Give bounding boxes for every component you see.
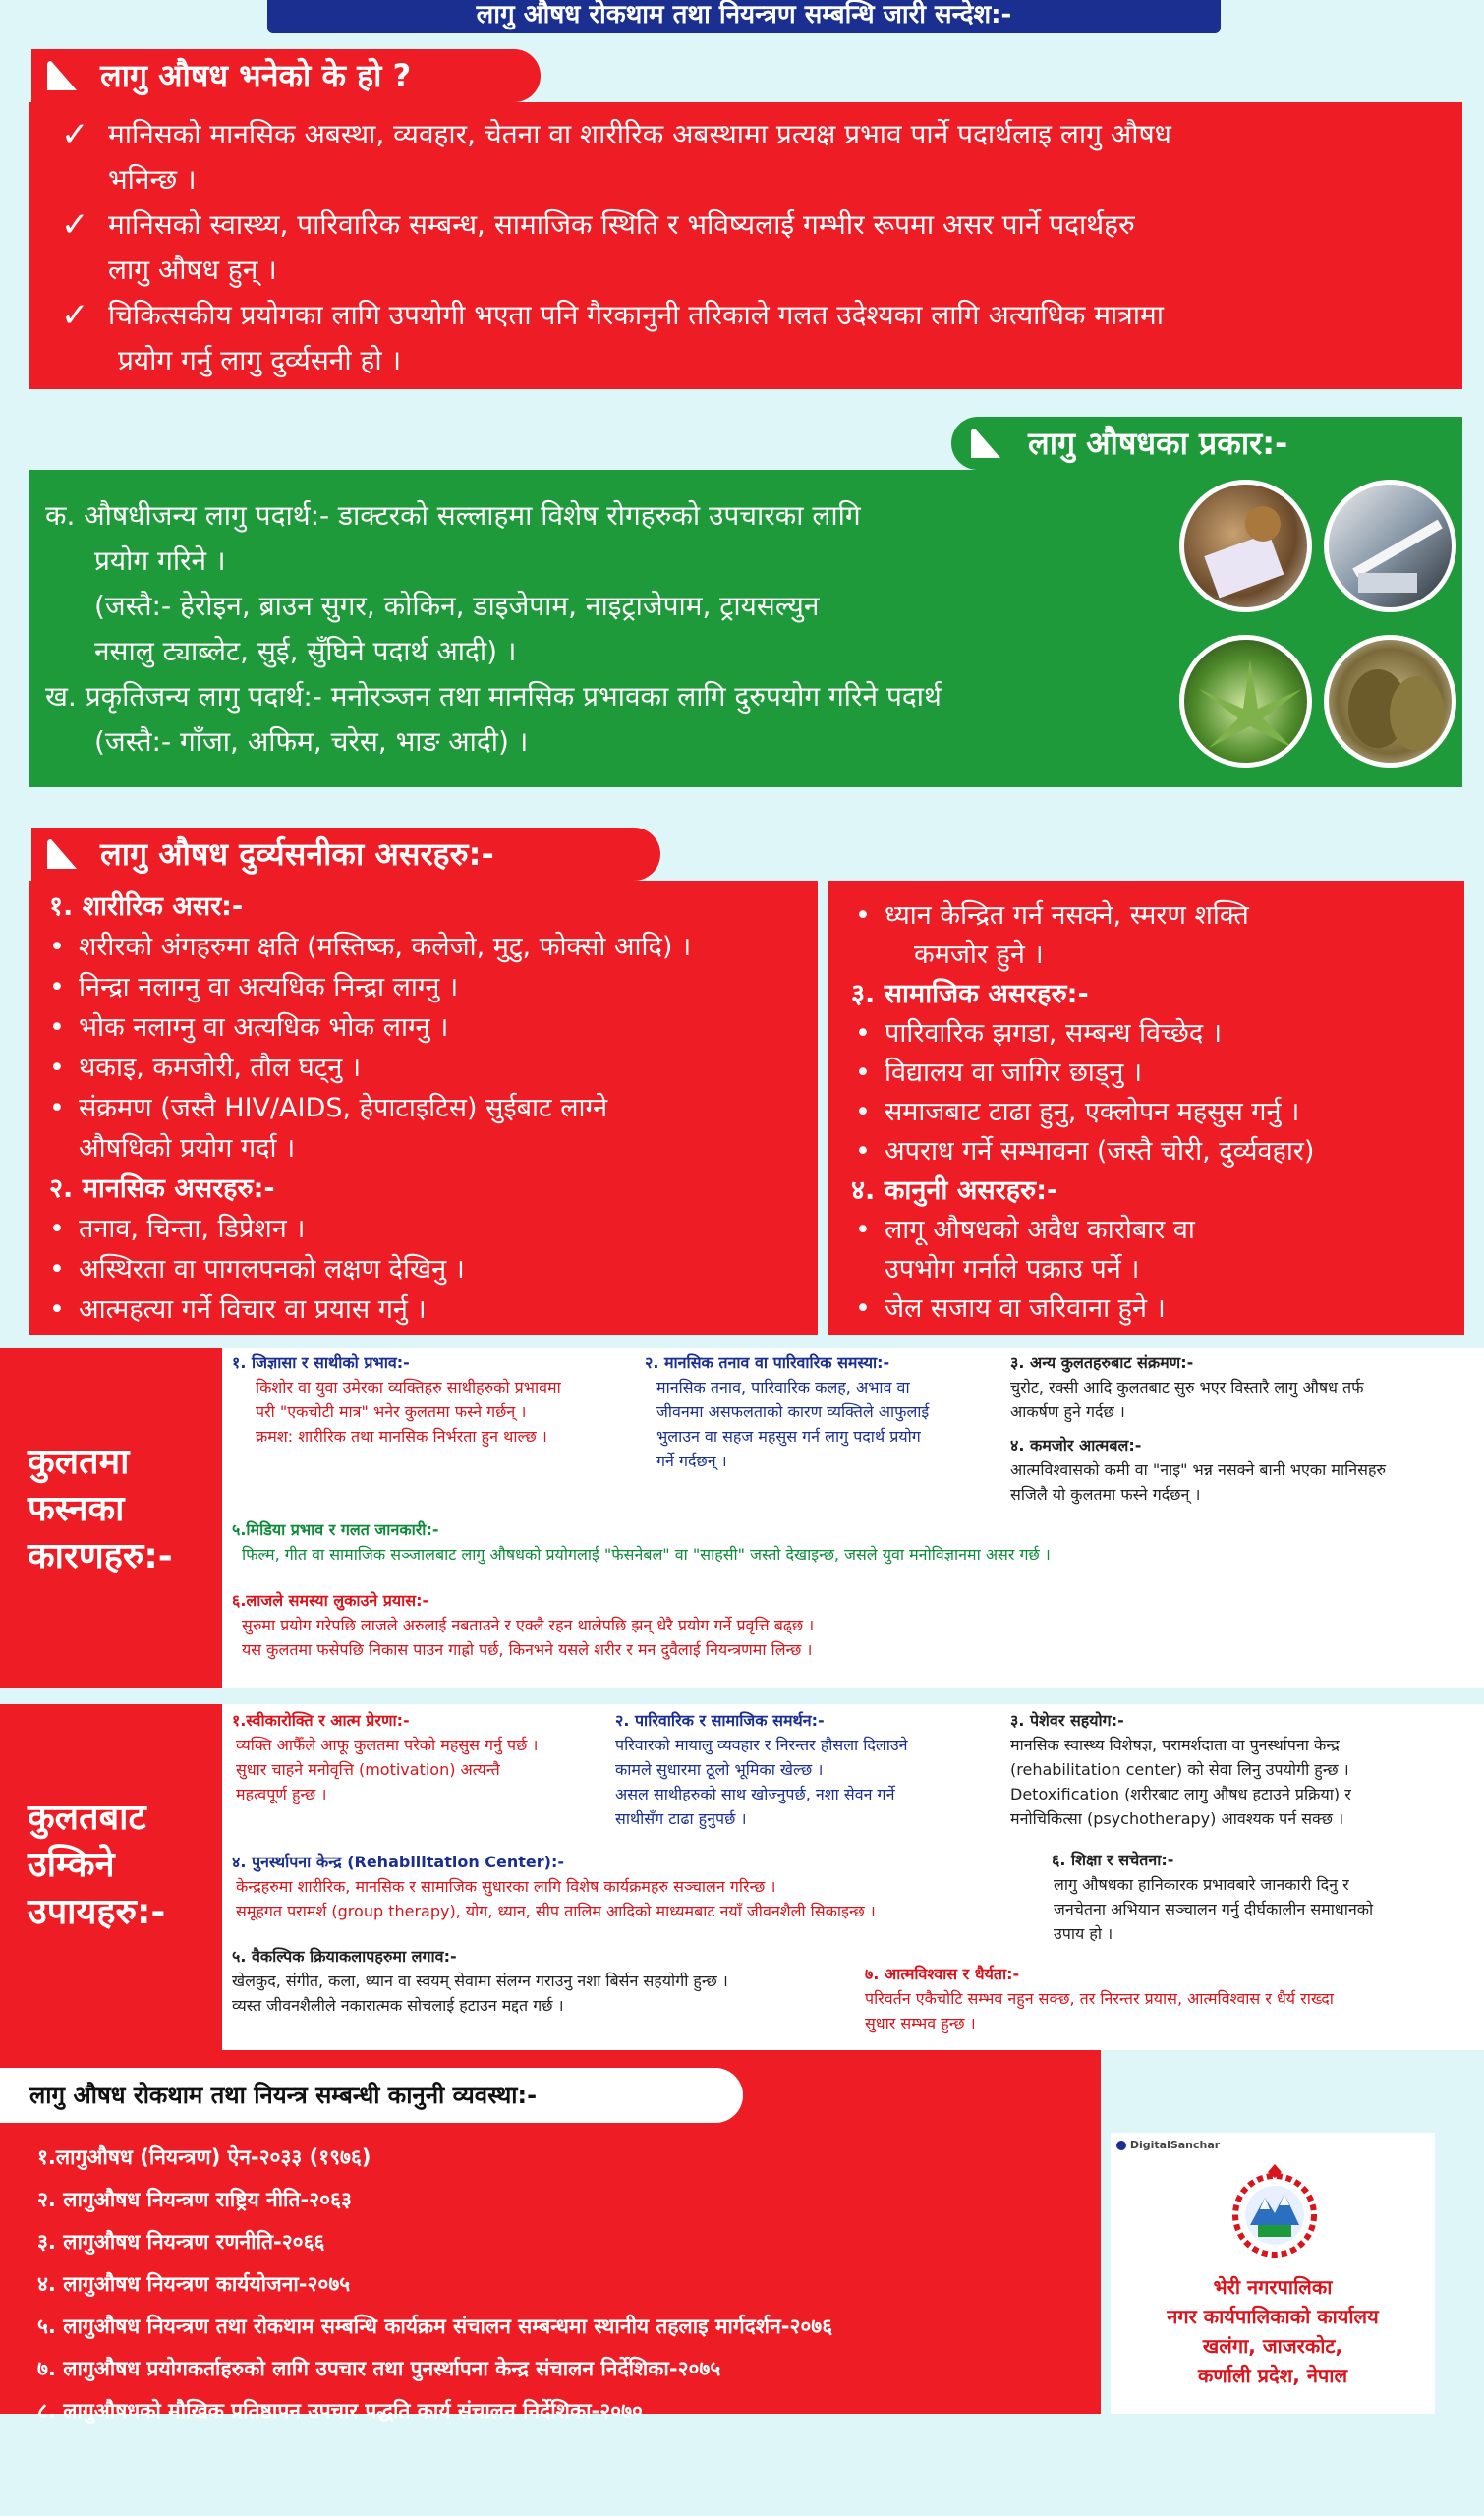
remedy-line: समूहगत परामर्श (group therapy), योग, ध्यान, सीप तालिम आदिको माध्यमबाट नयाँ जीवनशैली सिकाइन्छ । — [236, 1902, 876, 1920]
section-heading-text: लागु औषध भनेको के हो ? — [100, 57, 412, 94]
effects-subheading: ३. सामाजिक असरहरु:- — [851, 979, 1089, 1009]
cause-block-1 — [232, 1350, 645, 1449]
effect-item-continued: उपभोग गर्नाले पक्राउ पर्ने । — [885, 1254, 1140, 1285]
remedy-line: व्यक्ति आफैँले आफू कुलतमा परेको महसुस गर्नु पर्छ । — [236, 1736, 539, 1754]
drug-photo-dried-herb — [1324, 635, 1456, 768]
type-line: क. औषधीजन्य लागु पदार्थ:- डाक्टरको सल्लाहमा विशेष रोगहरुको उपचारका लागि — [45, 499, 861, 532]
remedy-line: कामले सुधारमा ठूलो भूमिका खेल्छ । — [615, 1760, 824, 1779]
credit-logo — [1116, 2139, 1220, 2151]
effect-item: • निन्द्रा नलाग्नु वा अत्यधिक निन्द्रा लाग्नु । — [39, 967, 816, 1007]
law-item: ३. लागुऔषध नियन्त्रण रणनीति-२०६६ — [37, 2230, 325, 2254]
effects-left-panel — [29, 881, 818, 1335]
remedy-line: सुधार चाहने मनोवृत्ति (motivation) अत्यन्तै — [236, 1760, 500, 1779]
remedy-title: ७. आत्मविश्वास र धैर्यता:- — [865, 1965, 1020, 1983]
section-remedies — [0, 1704, 1484, 2050]
effect-item: • आत्महत्या गर्ने विचार वा प्रयास गर्नु । — [39, 1289, 816, 1330]
section-causes — [0, 1348, 1484, 1688]
section-heading-text: लागु औषध दुर्व्यसनीका असरहरु:- — [100, 835, 494, 873]
remedy-title: ४. पुनर्स्थापना केन्द्र (Rehabilitation Center):- — [232, 1853, 565, 1871]
cause-line: किशोर वा युवा उमेरका व्यक्तिहरु साथीहरुको प्रभावमा — [256, 1378, 561, 1397]
remedy-block-1 — [232, 1708, 615, 1806]
side-label-line: कुलतबाट — [28, 1798, 146, 1838]
remedy-line: (rehabilitation center) को सेवा लिनु उपयोगी हुन्छ । — [1010, 1760, 1349, 1779]
check-icon: ✓ — [61, 115, 89, 154]
remedy-line: महत्वपूर्ण हुन्छ । — [236, 1785, 327, 1803]
effect-item: • ध्यान केन्द्रित गर्न नसक्ने, स्मरण शक्ति — [845, 896, 1455, 936]
cause-title: ६.लाजले समस्या लुकाउने प्रयास:- — [232, 1591, 429, 1610]
section-effects-heading — [31, 828, 660, 881]
effect-item: • लागू औषधको अवैध कारोबार वा — [845, 1211, 1455, 1250]
effects-subheading: २. मानसिक असरहरु:- — [49, 1173, 275, 1204]
cause-line: यस कुलतमा फसेपछि निकास पाउन गाह्रो पर्छ, किनभने यसले शरीर र मन दुवैलाई नियन्त्रणमा लिन्छ । — [242, 1640, 813, 1659]
cause-line: आत्मविश्वासको कमी वा "नाइ" भन्न नसक्ने बानी भएका मानिसहरु — [1010, 1460, 1387, 1479]
side-label-line: उम्किने — [28, 1845, 115, 1885]
section-what-is-body — [29, 102, 1462, 389]
corner-arrow-icon — [971, 429, 1000, 458]
effect-item: • अपराध गर्ने सम्भावना (जस्तै चोरी, दुर्व्यवहार) — [845, 1132, 1455, 1172]
type-line: नसालु ट्याब्लेट, सुई, सुँघिने पदार्थ आदी) । — [94, 635, 517, 667]
cause-block-6 — [232, 1588, 1470, 1662]
effects-right-panel — [828, 881, 1464, 1335]
remedy-line: जनचेतना अभियान सञ्चालन गर्नु दीर्घकालीन समाधानको — [1054, 1900, 1374, 1918]
definition-line: चिकित्सकीय प्रयोगका लागि उपयोगी भएता पनि गैरकानुनी तरिकाले गलत उदेश्यका लागि अत्याधिक मात्रामा — [108, 299, 1165, 331]
effects-subheading: १. शारीरिक असर:- — [49, 891, 244, 922]
remedy-title: ३. पेशेवर सहयोग:- — [1010, 1711, 1124, 1730]
side-label-line: उपायहरु:- — [28, 1892, 166, 1932]
section-heading-text: लागु औषधका प्रकार:- — [1028, 425, 1288, 462]
remedy-line: Detoxification (शरीरबाट लागु औषध हटाउने प्रक्रिया) र — [1010, 1785, 1351, 1803]
remedy-line: व्यस्त जीवनशैलीले नकारात्मक सोचलाई हटाउन मद्दत गर्छ । — [232, 1996, 564, 2015]
cause-line: गर्ने गर्दछन् । — [656, 1452, 727, 1470]
side-label-line: कुलतमा — [28, 1442, 130, 1482]
cause-line: सुरुमा प्रयोग गरेपछि लाजले अरुलाई नबताउने र एक्लै रहन थालेपछि झन् धेरै प्रयोग गर्ने प्रवृत्ति बढ्छ । — [242, 1616, 815, 1634]
effect-item: • जेल सजाय वा जरिवाना हुने । — [845, 1289, 1455, 1329]
definition-line: भनिन्छ । — [108, 163, 197, 196]
remedy-block-5 — [232, 1944, 861, 2018]
section-types-heading — [951, 417, 1462, 470]
remedy-block-4 — [232, 1850, 1038, 1923]
office-line: कर्णाली प्रदेश, नेपाल — [1197, 2364, 1348, 2387]
effect-item: • संक्रमण (जस्तै HIV/AIDS, हेपाटाइटिस) सुईबाट लाग्ने — [39, 1088, 816, 1128]
remedy-block-6 — [1052, 1848, 1480, 1946]
check-icon: ✓ — [61, 296, 89, 335]
remedy-title: ५. वैकल्पिक क्रियाकलापहरुमा लगाव:- — [232, 1947, 457, 1966]
cause-line: मानसिक तनाव, पारिवारिक कलह, अभाव वा — [656, 1378, 910, 1397]
remedy-block-2 — [615, 1708, 1008, 1831]
office-line: खलंगा, जाजरकोट, — [1202, 2334, 1343, 2358]
cause-line: आकर्षण हुने गर्दछ । — [1010, 1402, 1125, 1421]
definition-line: मानिसको स्वास्थ्य, पारिवारिक सम्बन्ध, सामाजिक स्थिति र भविष्यलाई गम्भीर रूपमा असर पार्ने पदार्थहरु — [108, 208, 1135, 241]
drug-photo-powder — [1179, 480, 1312, 612]
remedy-title: २. पारिवारिक र सामाजिक समर्थन:- — [615, 1711, 825, 1730]
side-label-line: फस्नका — [28, 1489, 125, 1529]
definition-line: लागु औषध हुन् । — [108, 254, 277, 286]
office-line: भेरी नगरपालिका — [1213, 2275, 1333, 2299]
type-line: (जस्तै:- हेरोइन, ब्राउन सुगर, कोकिन, डाइजेपाम, नाइट्राजेपाम, ट्रायसल्युन — [94, 590, 820, 622]
government-emblem-icon — [1221, 2164, 1329, 2262]
cause-line: जीवनमा असफलताको कारण व्यक्तिले आफुलाई — [656, 1402, 930, 1421]
section-what-is-heading — [31, 49, 541, 102]
type-line: (जस्तै:- गाँजा, अफिम, चरेस, भाङ आदी) । — [94, 725, 529, 758]
law-item: ५. लागुऔषध नियन्त्रण तथा रोकथाम सम्बन्धि कार्यक्रम संचालन सम्बन्धमा स्थानीय तहलाइ मार्गदर्शन-२०७६ — [37, 2315, 833, 2338]
cause-line: फिल्म, गीत वा सामाजिक सञ्जालबाट लागु औषधको प्रयोगलाई "फेसनेबल" वा "साहसी" जस्तो देखाइन्छ, जसले युवा मनोविज्ञानमा असर गर्छ । — [242, 1545, 1051, 1564]
credit-text: DigitalSanchar — [1129, 2139, 1221, 2151]
effect-item: • तनाव, चिन्ता, डिप्रेशन । — [39, 1209, 816, 1249]
remedies-side-label — [0, 1704, 222, 2050]
corner-arrow-icon — [47, 839, 77, 869]
credit-dot-icon — [1116, 2141, 1126, 2150]
law-item: ८. लागुऔषधको मौखिक प्रतिष्ठापन उपचार पद्धति कार्य संचालन निर्देशिका-२०७० — [37, 2399, 643, 2423]
remedy-line: खेलकुद, संगीत, कला, ध्यान वा स्वयम् सेवामा संलग्न गराउनु नशा बिर्सन सहयोगी हुन्छ । — [232, 1972, 728, 1990]
cause-block-2 — [645, 1350, 1008, 1473]
effect-item: • शरीरको अंगहरुमा क्षति (मस्तिष्क, कलेजो, मुटु, फोक्सो आदि) । — [39, 927, 816, 967]
effect-item: • विद्यालय वा जागिर छाड्नु । — [845, 1054, 1455, 1093]
law-item: ७. लागुऔषध प्रयोगकर्ताहरुको लागि उपचार तथा पुनर्स्थापना केन्द्र संचालन निर्देशिका-२०७५ — [37, 2357, 721, 2380]
remedy-line: परिवर्तन एकैचोटि सम्भव नहुन सक्छ, तर निरन्तर प्रयास, आत्मविश्वास र धैर्य राख्दा — [865, 1989, 1334, 2008]
drug-photo-injection — [1324, 480, 1456, 612]
remedy-line: परिवारको मायालु व्यवहार र निरन्तर हौसला दिलाउने — [615, 1736, 908, 1754]
cause-block-3 — [1010, 1350, 1477, 1424]
laws-heading: लागु औषध रोकथाम तथा नियन्त्र सम्बन्धी कानुनी व्यवस्था:- — [0, 2068, 743, 2123]
definition-line: मानिसको मानसिक अबस्था, व्यवहार, चेतना वा शारीरिक अबस्थामा प्रत्यक्ष प्रभाव पार्ने पदार्थलाइ लागु औषध — [108, 118, 1171, 150]
remedy-block-3 — [1010, 1708, 1480, 1831]
cause-line: सजिलै यो कुलतमा फस्ने गर्दछन् । — [1010, 1485, 1201, 1504]
section-types-body — [29, 470, 1462, 787]
cause-line: चुरोट, रक्सी आदि कुलतबाट सुरु भएर विस्तारै लागु औषध तर्फ — [1010, 1378, 1364, 1397]
remedy-line: उपाय हो । — [1054, 1924, 1113, 1943]
remedy-line: लागु औषधका हानिकारक प्रभावबारे जानकारी दिनु र — [1054, 1875, 1349, 1894]
side-label-line: कारणहरु:- — [28, 1536, 173, 1576]
law-item: ४. लागुऔषध नियन्त्रण कार्ययोजना-२०७५ — [37, 2272, 351, 2296]
remedy-line: केन्द्रहरुमा शारीरिक, मानसिक र सामाजिक सुधारका लागि विशेष कार्यक्रमहरु सञ्चालन गरिन्छ । — [236, 1877, 776, 1896]
corner-arrow-icon — [47, 61, 77, 90]
cause-title: २. मानसिक तनाव वा पारिवारिक समस्या:- — [645, 1353, 890, 1372]
effect-item-continued: औषधिको प्रयोग गर्दा । — [79, 1133, 296, 1164]
remedy-line: सुधार सम्भव हुन्छ । — [865, 2014, 976, 2032]
causes-side-label — [0, 1348, 222, 1688]
remedy-line: असल साथीहरुको साथ खोज्नुपर्छ, नशा सेवन गर्ने — [615, 1785, 895, 1803]
remedy-line: साथीसँग टाढा हुनुपर्छ । — [615, 1809, 747, 1828]
law-item: २. लागुऔषध नियन्त्रण राष्ट्रिय नीति-२०६३ — [37, 2188, 352, 2211]
drug-photo-cannabis-plant — [1179, 635, 1312, 768]
remedy-title: १.स्वीकारोक्ति र आत्म प्रेरणा:- — [232, 1711, 410, 1730]
remedy-title: ६. शिक्षा र सचेतना:- — [1052, 1851, 1174, 1869]
cause-line: क्रमश: शारीरिक तथा मानसिक निर्भरता हुन थाल्छ । — [256, 1427, 547, 1446]
type-line: ख. प्रकृतिजन्य लागु पदार्थ:- मनोरञ्जन तथा मानसिक प्रभावका लागि दुरुपयोग गरिने पदार्थ — [45, 680, 942, 713]
effect-item: • पारिवारिक झगडा, सम्बन्ध विच्छेद । — [845, 1014, 1455, 1054]
effect-item: • थकाइ, कमजोरी, तौल घट्नु । — [39, 1048, 816, 1088]
remedy-line: मानसिक स्वास्थ्य विशेषज्ञ, परामर्शदाता वा पुनर्स्थापना केन्द्र — [1010, 1736, 1340, 1754]
effect-item: • समाजबाट टाढा हुनु, एक्लोपन महसुस गर्नु । — [845, 1093, 1455, 1132]
cause-line: परी "एकचोटी मात्र" भनेर कुलतमा फस्ने गर्छन् । — [256, 1402, 527, 1421]
cause-block-5 — [232, 1517, 1470, 1567]
page-banner: लागु औषध रोकथाम तथा नियन्त्रण सम्बन्धि जारी सन्देश:- — [267, 0, 1221, 33]
effect-item: • भोक नलाग्नु वा अत्यधिक भोक लाग्नु । — [39, 1007, 816, 1048]
definition-line: प्रयोग गर्नु लागु दुर्व्यसनी हो । — [118, 344, 402, 376]
remedy-block-7 — [865, 1962, 1480, 2035]
cause-title: १. जिज्ञासा र साथीको प्रभाव:- — [232, 1353, 410, 1372]
office-line: नगर कार्यपालिकाको कार्यालय — [1167, 2305, 1379, 2328]
cause-line: भुलाउन वा सहज महसुस गर्न लागु पदार्थ प्रयोग — [656, 1427, 921, 1446]
type-line: प्रयोग गरिने । — [94, 544, 226, 577]
cause-title: ३. अन्य कुलतहरुबाट संक्रमण:- — [1010, 1353, 1194, 1372]
office-info-panel — [1111, 2133, 1435, 2414]
check-icon: ✓ — [61, 205, 89, 245]
cause-title: ५.मिडिया प्रभाव र गलत जानकारी:- — [232, 1520, 439, 1539]
cause-block-4 — [1010, 1433, 1477, 1507]
effects-subheading: ४. कानुनी असरहरु:- — [851, 1175, 1058, 1206]
cause-title: ४. कमजोर आत्मबल:- — [1010, 1436, 1142, 1455]
law-item: १.लागुऔषध (नियन्त्रण) ऐन-२०३३ (१९७६) — [37, 2145, 371, 2169]
section-laws — [0, 2050, 1101, 2423]
effect-item: • अस्थिरता वा पागलपनको लक्षण देखिनु । — [39, 1249, 816, 1289]
remedy-line: मनोचिकित्सा (psychotherapy) आवश्यक पर्न सक्छ । — [1010, 1809, 1344, 1828]
effect-item-continued: कमजोर हुने । — [914, 940, 1044, 970]
